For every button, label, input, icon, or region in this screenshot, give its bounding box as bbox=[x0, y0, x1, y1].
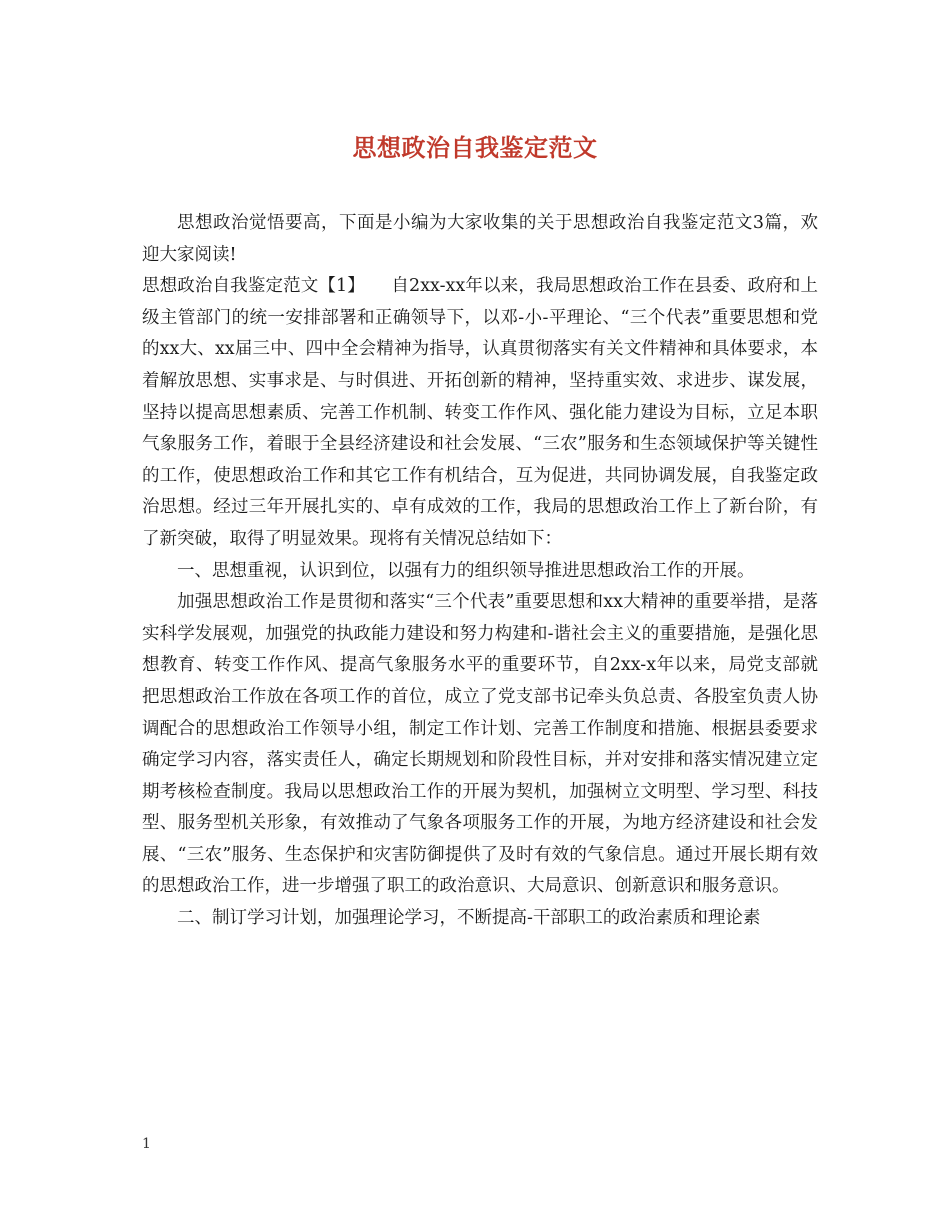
sample-1-paragraph: 思想政治自我鉴定范文【1】 自2xx-xx年以来，我局思想政治工作在县委、政府和上级主管部门的统一安排部署和正确领导下，以邓-小-平理论、“三个代表”重要思想和党的xx大、xx届三中、四中全会精神为指导，认真贯彻落实有关文件精神和具体要求，本着解放思想、实事求是、与时俱进、开拓创新的精神，坚持重实效、求进步、谋发展，坚持以提高思想素质、完善工作机制、转变工作作风、强化能力建设为目标，立足本职气象服务工作，着眼于全县经济建设和社会发展、“三农”服务和生态领域保护等关键性的工作，使思想政治工作和其它工作有机结合，互为促进，共同协调发展，自我鉴定政治思想。经过三年开展扎实的、卓有成效的工作，我局的思想政治工作上了新台阶，有了新突破，取得了明显效果。现将有关情况总结如下： bbox=[142, 276, 818, 549]
page-number: 1 bbox=[142, 1136, 151, 1152]
section-1-heading: 一、思想重视，认识到位，以强有力的组织领导推进思想政治工作的开展。 bbox=[177, 560, 755, 581]
section-2-heading: 二、制订学习计划，加强理论学习，不断提高-干部职工的政治素质和理论素 bbox=[177, 908, 761, 929]
document-title: 思想政治自我鉴定范文 bbox=[352, 133, 598, 162]
intro-paragraph: 思想政治觉悟要高，下面是小编为大家收集的关于思想政治自我鉴定范文3篇，欢迎大家阅读! bbox=[142, 213, 818, 265]
document-body bbox=[142, 208, 818, 935]
section-1-paragraph: 加强思想政治工作是贯彻和落实“三个代表”重要思想和xx大精神的重要举措，是落实科学发展观，加强党的执政能力建设和努力构建和-谐社会主义的重要措施，是强化思想教育、转变工作作风、提高气象服务水平的重要环节，自2xx-x年以来，局党支部就把思想政治工作放在各项工作的首位，成立了党支部书记牵头负总责、各股室负责人协调配合的思想政治工作领导小组，制定工作计划、完善工作制度和措施、根据县委要求确定学习内容，落实责任人，确定长期规划和阶段性目标，并对安排和落实情况建立定期考核检查制度。我局以思想政治工作的开展为契机，加强树立文明型、学习型、科技型、服务型机关形象，有效推动了气象各项服务工作的开展，为地方经济建设和社会发展、“三农”服务、生态保护和灾害防御提供了及时有效的气象信息。通过开展长期有效的思想政治工作，进一步增强了职工的政治意识、大局意识、创新意识和服务意识。 bbox=[142, 592, 818, 897]
